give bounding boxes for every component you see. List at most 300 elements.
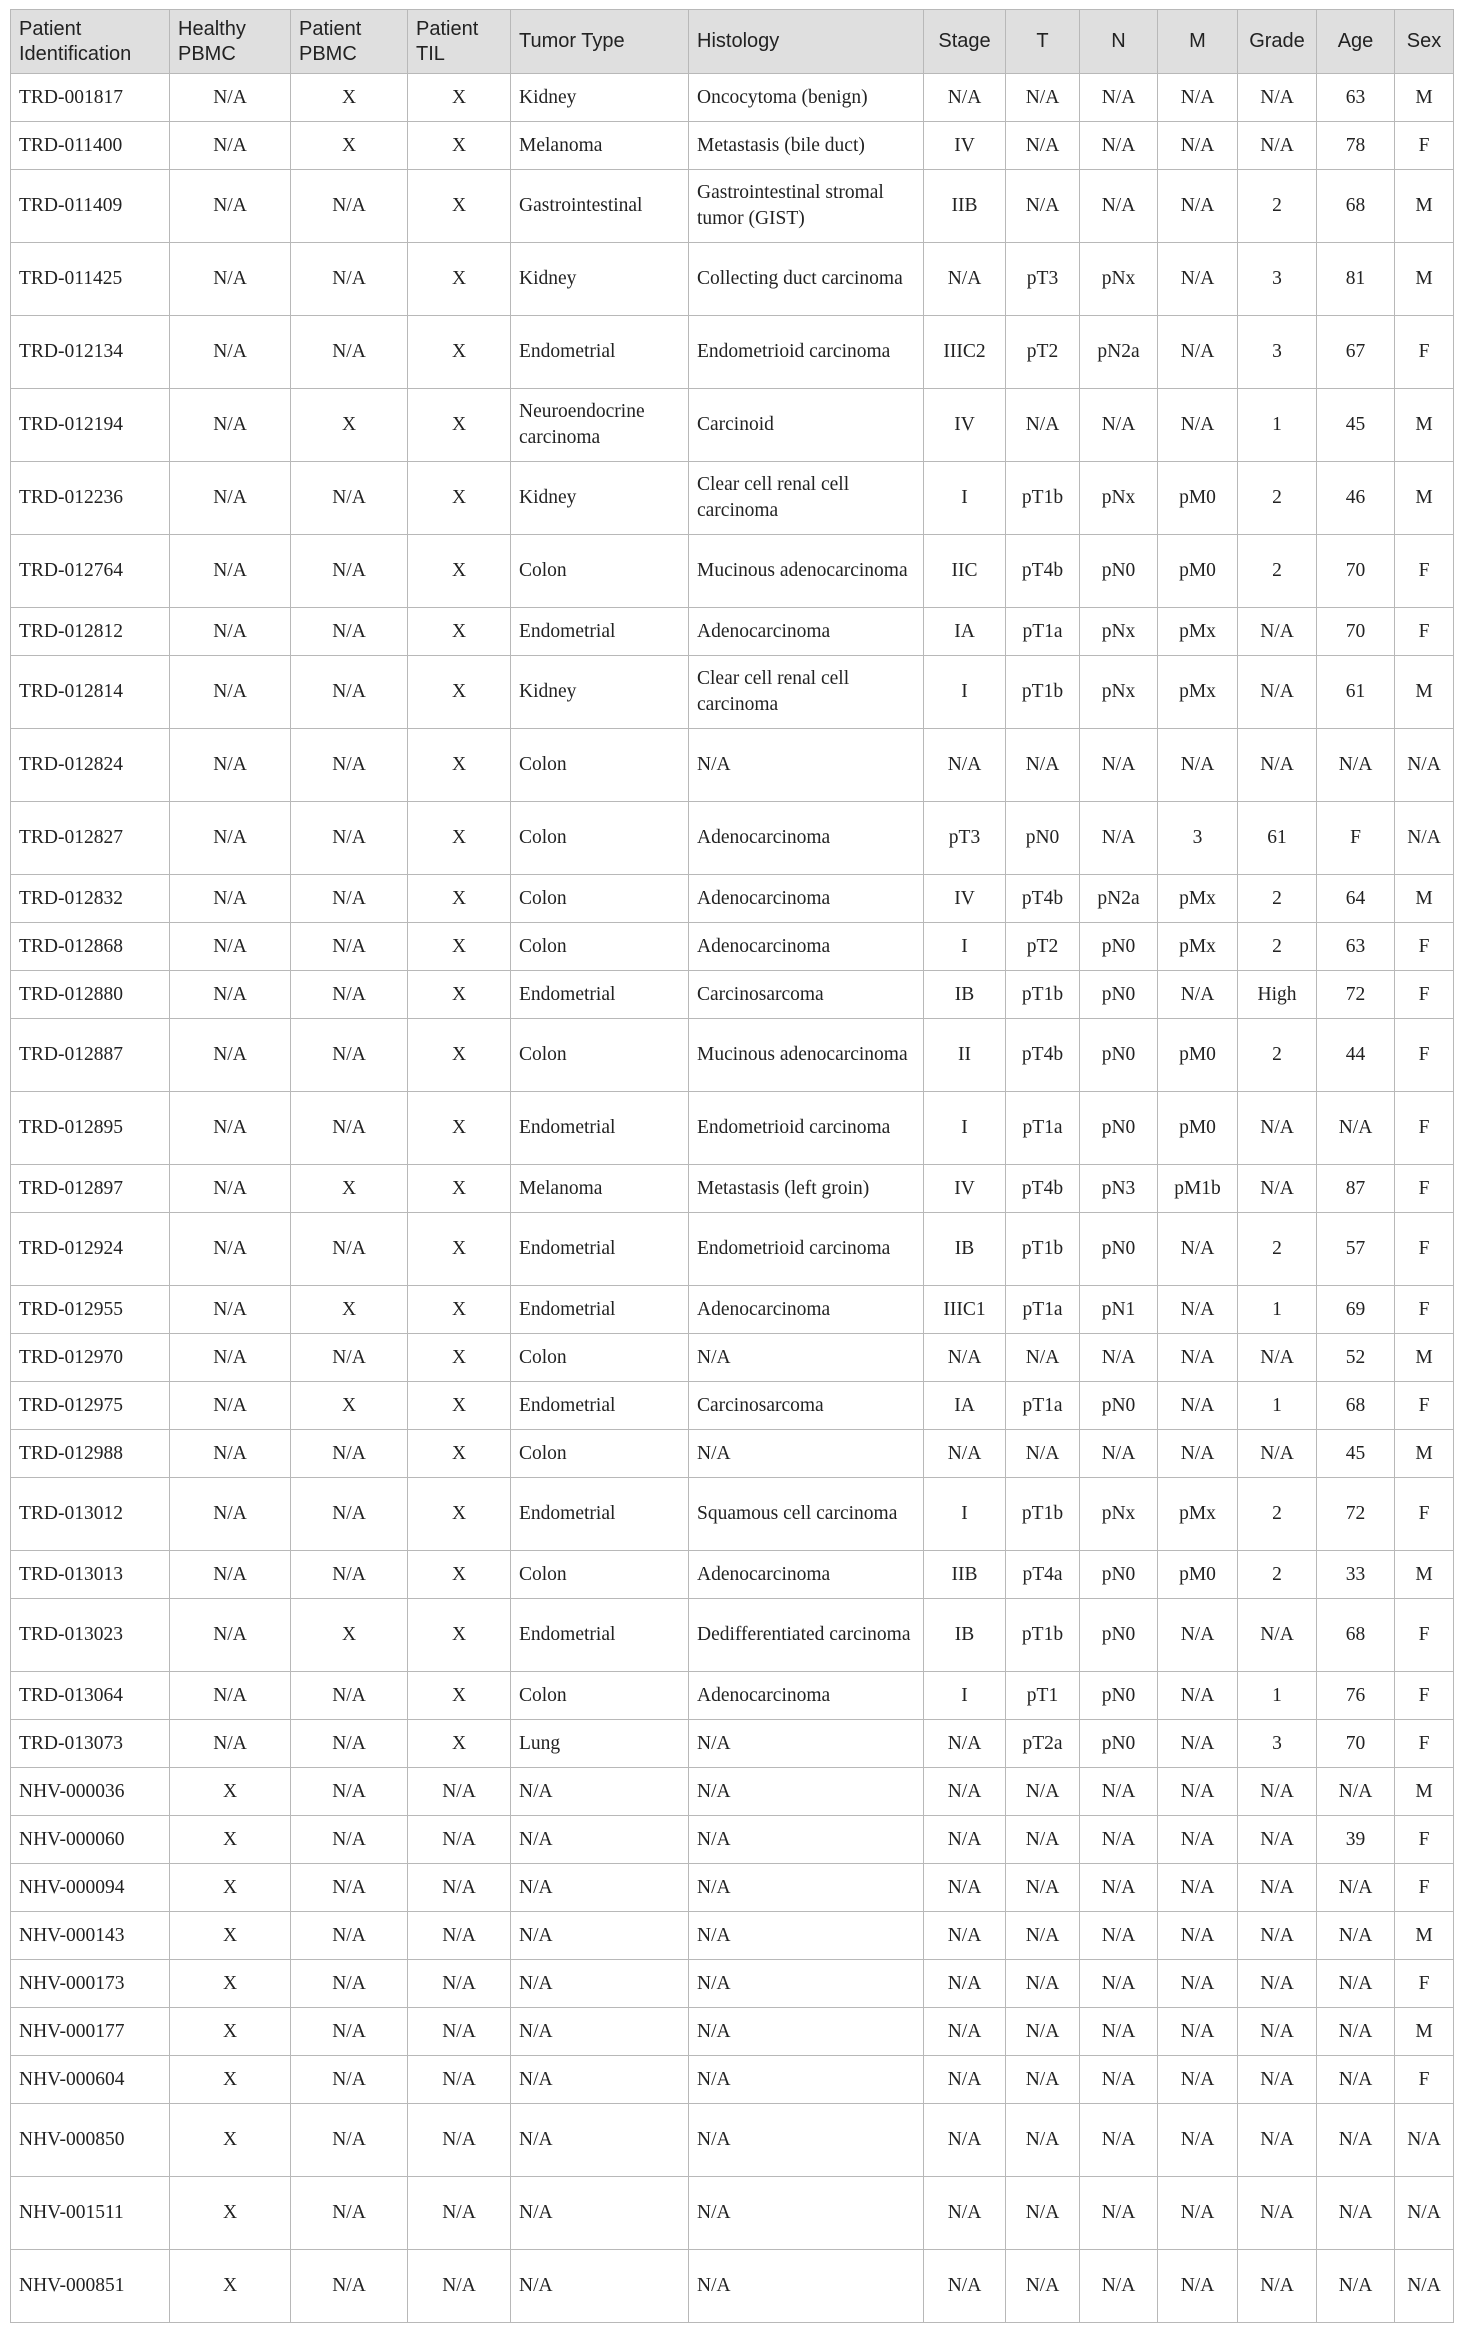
grade-cell: N/A — [1238, 1092, 1317, 1165]
healthy-pbmc-cell: N/A — [170, 1213, 291, 1286]
t-cell: pT1a — [1006, 1286, 1080, 1334]
patient-id-cell: NHV-000094 — [11, 1864, 170, 1912]
healthy-pbmc-cell: N/A — [170, 535, 291, 608]
patient-til-cell: N/A — [408, 2056, 511, 2104]
stage-cell: N/A — [924, 2250, 1006, 2323]
histology-cell: Adenocarcinoma — [689, 875, 924, 923]
m-cell: pM0 — [1158, 462, 1238, 535]
tumor-type-cell: N/A — [511, 2008, 689, 2056]
table-row — [11, 535, 1454, 608]
table-row — [11, 1768, 1454, 1816]
age-cell: 57 — [1317, 1213, 1395, 1286]
age-cell: 33 — [1317, 1551, 1395, 1599]
patient-til-cell: X — [408, 243, 511, 316]
tumor-type-cell: Colon — [511, 1430, 689, 1478]
histology-cell: Adenocarcinoma — [689, 1551, 924, 1599]
histology-cell: Adenocarcinoma — [689, 923, 924, 971]
sex-cell: F — [1395, 1672, 1454, 1720]
healthy-pbmc-cell: N/A — [170, 875, 291, 923]
patient-id-cell: NHV-000851 — [11, 2250, 170, 2323]
age-cell: N/A — [1317, 1864, 1395, 1912]
healthy-pbmc-cell: X — [170, 2056, 291, 2104]
table-row — [11, 1551, 1454, 1599]
patient-id-cell: TRD-012887 — [11, 1019, 170, 1092]
histology-cell: N/A — [689, 2250, 924, 2323]
m-cell: N/A — [1158, 74, 1238, 122]
patient-til-cell: N/A — [408, 2008, 511, 2056]
patient-til-cell: X — [408, 923, 511, 971]
grade-cell: 3 — [1238, 1720, 1317, 1768]
table-row — [11, 1213, 1454, 1286]
age-cell: 63 — [1317, 74, 1395, 122]
healthy-pbmc-cell: N/A — [170, 1551, 291, 1599]
table-row — [11, 1912, 1454, 1960]
m-cell: N/A — [1158, 389, 1238, 462]
stage-cell: N/A — [924, 1912, 1006, 1960]
patient-til-cell: N/A — [408, 1864, 511, 1912]
patient-til-cell: X — [408, 316, 511, 389]
n-cell: N/A — [1080, 2177, 1158, 2250]
t-cell: pT1a — [1006, 608, 1080, 656]
patient-id-cell: TRD-012814 — [11, 656, 170, 729]
table-row — [11, 1165, 1454, 1213]
patient-pbmc-cell: N/A — [291, 971, 408, 1019]
histology-cell: Metastasis (left groin) — [689, 1165, 924, 1213]
n-cell: N/A — [1080, 170, 1158, 243]
m-cell: N/A — [1158, 1599, 1238, 1672]
n-cell: N/A — [1080, 1912, 1158, 1960]
col-header-sex: Sex — [1395, 10, 1454, 74]
grade-cell: N/A — [1238, 74, 1317, 122]
stage-cell: IB — [924, 971, 1006, 1019]
tumor-type-cell: N/A — [511, 2177, 689, 2250]
tumor-type-cell: Kidney — [511, 656, 689, 729]
patient-id-cell: NHV-000060 — [11, 1816, 170, 1864]
grade-cell: N/A — [1238, 1864, 1317, 1912]
sex-cell: N/A — [1395, 802, 1454, 875]
tumor-type-cell: Colon — [511, 1672, 689, 1720]
grade-cell: 2 — [1238, 1019, 1317, 1092]
patient-til-cell: X — [408, 462, 511, 535]
grade-cell: N/A — [1238, 1599, 1317, 1672]
patient-til-cell: X — [408, 1551, 511, 1599]
stage-cell: N/A — [924, 1864, 1006, 1912]
healthy-pbmc-cell: N/A — [170, 170, 291, 243]
t-cell: pT2 — [1006, 316, 1080, 389]
t-cell: pT1b — [1006, 971, 1080, 1019]
m-cell: pMx — [1158, 1478, 1238, 1551]
patient-pbmc-cell: N/A — [291, 1213, 408, 1286]
histology-cell: Mucinous adenocarcinoma — [689, 1019, 924, 1092]
age-cell: 78 — [1317, 122, 1395, 170]
tumor-type-cell: Colon — [511, 535, 689, 608]
healthy-pbmc-cell: X — [170, 1816, 291, 1864]
m-cell: N/A — [1158, 1286, 1238, 1334]
n-cell: pN0 — [1080, 535, 1158, 608]
table-row — [11, 389, 1454, 462]
n-cell: N/A — [1080, 1430, 1158, 1478]
histology-cell: Carcinosarcoma — [689, 971, 924, 1019]
histology-cell: Metastasis (bile duct) — [689, 122, 924, 170]
age-cell: N/A — [1317, 2056, 1395, 2104]
grade-cell: N/A — [1238, 729, 1317, 802]
grade-cell: N/A — [1238, 1430, 1317, 1478]
tumor-type-cell: N/A — [511, 1960, 689, 2008]
stage-cell: IIIC1 — [924, 1286, 1006, 1334]
t-cell: N/A — [1006, 170, 1080, 243]
tumor-type-cell: Colon — [511, 802, 689, 875]
grade-cell: N/A — [1238, 1768, 1317, 1816]
patient-pbmc-cell: N/A — [291, 243, 408, 316]
patient-id-cell: TRD-012895 — [11, 1092, 170, 1165]
age-cell: 45 — [1317, 1430, 1395, 1478]
healthy-pbmc-cell: N/A — [170, 389, 291, 462]
table-row — [11, 2250, 1454, 2323]
table-row — [11, 170, 1454, 243]
healthy-pbmc-cell: X — [170, 1960, 291, 2008]
histology-cell: Carcinoid — [689, 389, 924, 462]
stage-cell: IV — [924, 1165, 1006, 1213]
table-row — [11, 1599, 1454, 1672]
patient-id-cell: TRD-013013 — [11, 1551, 170, 1599]
patient-til-cell: N/A — [408, 2104, 511, 2177]
patient-til-cell: X — [408, 122, 511, 170]
tumor-type-cell: Gastrointestinal — [511, 170, 689, 243]
m-cell: pM0 — [1158, 535, 1238, 608]
patient-pbmc-cell: X — [291, 1286, 408, 1334]
histology-cell: N/A — [689, 1720, 924, 1768]
histology-cell: Mucinous adenocarcinoma — [689, 535, 924, 608]
histology-cell: Oncocytoma (benign) — [689, 74, 924, 122]
t-cell: N/A — [1006, 1768, 1080, 1816]
n-cell: N/A — [1080, 1960, 1158, 2008]
age-cell: 81 — [1317, 243, 1395, 316]
m-cell: N/A — [1158, 2056, 1238, 2104]
histology-cell: N/A — [689, 1816, 924, 1864]
patient-id-cell: TRD-011425 — [11, 243, 170, 316]
table-row — [11, 462, 1454, 535]
t-cell: pT4b — [1006, 875, 1080, 923]
patient-pbmc-cell: N/A — [291, 2104, 408, 2177]
age-cell: 39 — [1317, 1816, 1395, 1864]
t-cell: N/A — [1006, 2056, 1080, 2104]
histology-cell: N/A — [689, 2104, 924, 2177]
sex-cell: M — [1395, 656, 1454, 729]
stage-cell: IA — [924, 608, 1006, 656]
tumor-type-cell: Colon — [511, 1019, 689, 1092]
age-cell: 46 — [1317, 462, 1395, 535]
m-cell: pMx — [1158, 608, 1238, 656]
patient-id-cell: TRD-012868 — [11, 923, 170, 971]
histology-cell: Squamous cell carcinoma — [689, 1478, 924, 1551]
sex-cell: F — [1395, 1092, 1454, 1165]
patient-pbmc-cell: X — [291, 1165, 408, 1213]
grade-cell: N/A — [1238, 1912, 1317, 1960]
patient-til-cell: X — [408, 74, 511, 122]
sex-cell: F — [1395, 1720, 1454, 1768]
patient-id-cell: NHV-000850 — [11, 2104, 170, 2177]
histology-cell: Adenocarcinoma — [689, 608, 924, 656]
t-cell: pT1a — [1006, 1382, 1080, 1430]
patient-pbmc-cell: N/A — [291, 1720, 408, 1768]
grade-cell: N/A — [1238, 2250, 1317, 2323]
patient-pbmc-cell: N/A — [291, 875, 408, 923]
table-row — [11, 243, 1454, 316]
tumor-type-cell: Endometrial — [511, 1286, 689, 1334]
stage-cell: IA — [924, 1382, 1006, 1430]
patient-til-cell: N/A — [408, 2177, 511, 2250]
n-cell: N/A — [1080, 2250, 1158, 2323]
grade-cell: 2 — [1238, 875, 1317, 923]
grade-cell: 3 — [1238, 243, 1317, 316]
healthy-pbmc-cell: X — [170, 2177, 291, 2250]
grade-cell: 1 — [1238, 389, 1317, 462]
stage-cell: I — [924, 1672, 1006, 1720]
n-cell: N/A — [1080, 122, 1158, 170]
grade-cell: N/A — [1238, 656, 1317, 729]
patient-til-cell: X — [408, 608, 511, 656]
histology-cell: Clear cell renal cell carcinoma — [689, 656, 924, 729]
sex-cell: F — [1395, 1213, 1454, 1286]
m-cell: N/A — [1158, 1720, 1238, 1768]
patient-pbmc-cell: N/A — [291, 1019, 408, 1092]
tumor-type-cell: Endometrial — [511, 971, 689, 1019]
n-cell: pN0 — [1080, 1382, 1158, 1430]
healthy-pbmc-cell: N/A — [170, 1382, 291, 1430]
patient-pbmc-cell: X — [291, 74, 408, 122]
sex-cell: F — [1395, 316, 1454, 389]
patient-id-cell: TRD-012924 — [11, 1213, 170, 1286]
sex-cell: F — [1395, 1816, 1454, 1864]
stage-cell: IB — [924, 1213, 1006, 1286]
m-cell: N/A — [1158, 1334, 1238, 1382]
grade-cell: N/A — [1238, 2008, 1317, 2056]
col-header-age: Age — [1317, 10, 1395, 74]
patient-id-cell: TRD-012975 — [11, 1382, 170, 1430]
t-cell: pT1b — [1006, 1478, 1080, 1551]
n-cell: pN0 — [1080, 1720, 1158, 1768]
sex-cell: M — [1395, 1768, 1454, 1816]
m-cell: N/A — [1158, 1960, 1238, 2008]
header-row — [11, 10, 1454, 74]
m-cell: N/A — [1158, 1213, 1238, 1286]
age-cell: 44 — [1317, 1019, 1395, 1092]
n-cell: N/A — [1080, 1816, 1158, 1864]
m-cell: N/A — [1158, 729, 1238, 802]
table-row — [11, 608, 1454, 656]
tumor-type-cell: Colon — [511, 729, 689, 802]
n-cell: pN0 — [1080, 1092, 1158, 1165]
sex-cell: F — [1395, 1382, 1454, 1430]
tumor-type-cell: Kidney — [511, 462, 689, 535]
healthy-pbmc-cell: N/A — [170, 802, 291, 875]
sex-cell: M — [1395, 1334, 1454, 1382]
stage-cell: N/A — [924, 1334, 1006, 1382]
grade-cell: 2 — [1238, 462, 1317, 535]
n-cell: pN0 — [1080, 1019, 1158, 1092]
stage-cell: N/A — [924, 729, 1006, 802]
col-header-grade: Grade — [1238, 10, 1317, 74]
patient-pbmc-cell: N/A — [291, 1334, 408, 1382]
n-cell: pN0 — [1080, 971, 1158, 1019]
stage-cell: N/A — [924, 1768, 1006, 1816]
stage-cell: N/A — [924, 2056, 1006, 2104]
tumor-type-cell: Melanoma — [511, 1165, 689, 1213]
t-cell: N/A — [1006, 2008, 1080, 2056]
n-cell: N/A — [1080, 802, 1158, 875]
patient-id-cell: TRD-013064 — [11, 1672, 170, 1720]
stage-cell: IV — [924, 875, 1006, 923]
patient-table — [10, 9, 1454, 2323]
tumor-type-cell: Kidney — [511, 74, 689, 122]
age-cell: N/A — [1317, 1960, 1395, 2008]
age-cell: 52 — [1317, 1334, 1395, 1382]
patient-pbmc-cell: N/A — [291, 2177, 408, 2250]
stage-cell: IIC — [924, 535, 1006, 608]
histology-cell: Clear cell renal cell carcinoma — [689, 462, 924, 535]
stage-cell: I — [924, 656, 1006, 729]
tumor-type-cell: Colon — [511, 1334, 689, 1382]
patient-pbmc-cell: N/A — [291, 729, 408, 802]
patient-til-cell: X — [408, 875, 511, 923]
patient-id-cell: TRD-012832 — [11, 875, 170, 923]
patient-til-cell: X — [408, 535, 511, 608]
histology-cell: Adenocarcinoma — [689, 1672, 924, 1720]
grade-cell: 2 — [1238, 1551, 1317, 1599]
n-cell: N/A — [1080, 1334, 1158, 1382]
t-cell: N/A — [1006, 122, 1080, 170]
patient-pbmc-cell: N/A — [291, 1430, 408, 1478]
n-cell: N/A — [1080, 1768, 1158, 1816]
tumor-type-cell: Endometrial — [511, 316, 689, 389]
patient-id-cell: TRD-011400 — [11, 122, 170, 170]
age-cell: 67 — [1317, 316, 1395, 389]
n-cell: pN0 — [1080, 1213, 1158, 1286]
m-cell: pM0 — [1158, 1551, 1238, 1599]
stage-cell: IIIC2 — [924, 316, 1006, 389]
m-cell: N/A — [1158, 1816, 1238, 1864]
stage-cell: IV — [924, 122, 1006, 170]
age-cell: F — [1317, 802, 1395, 875]
patient-id-cell: NHV-000036 — [11, 1768, 170, 1816]
patient-id-cell: TRD-012827 — [11, 802, 170, 875]
histology-cell: Endometrioid carcinoma — [689, 316, 924, 389]
col-header-tumor-type: Tumor Type — [511, 10, 689, 74]
healthy-pbmc-cell: N/A — [170, 1672, 291, 1720]
patient-id-cell: TRD-012236 — [11, 462, 170, 535]
tumor-type-cell: Endometrial — [511, 1382, 689, 1430]
stage-cell: N/A — [924, 2104, 1006, 2177]
patient-pbmc-cell: N/A — [291, 1912, 408, 1960]
patient-id-cell: TRD-011409 — [11, 170, 170, 243]
table-row — [11, 122, 1454, 170]
patient-id-cell: NHV-000177 — [11, 2008, 170, 2056]
age-cell: 45 — [1317, 389, 1395, 462]
patient-id-cell: TRD-012824 — [11, 729, 170, 802]
healthy-pbmc-cell: N/A — [170, 1019, 291, 1092]
t-cell: N/A — [1006, 1912, 1080, 1960]
m-cell: N/A — [1158, 2008, 1238, 2056]
patient-pbmc-cell: N/A — [291, 462, 408, 535]
col-header-patient-pbmc: Patient PBMC — [291, 10, 408, 74]
tumor-type-cell: N/A — [511, 2056, 689, 2104]
n-cell: N/A — [1080, 74, 1158, 122]
histology-cell: N/A — [689, 1912, 924, 1960]
m-cell: N/A — [1158, 1864, 1238, 1912]
patient-pbmc-cell: N/A — [291, 2056, 408, 2104]
sex-cell: M — [1395, 1430, 1454, 1478]
m-cell: N/A — [1158, 1768, 1238, 1816]
t-cell: pT1b — [1006, 1599, 1080, 1672]
histology-cell: N/A — [689, 1768, 924, 1816]
sex-cell: M — [1395, 243, 1454, 316]
stage-cell: N/A — [924, 1430, 1006, 1478]
patient-id-cell: TRD-012970 — [11, 1334, 170, 1382]
tumor-type-cell: Endometrial — [511, 1599, 689, 1672]
healthy-pbmc-cell: N/A — [170, 74, 291, 122]
patient-til-cell: X — [408, 1599, 511, 1672]
histology-cell: N/A — [689, 2056, 924, 2104]
patient-pbmc-cell: N/A — [291, 1864, 408, 1912]
histology-cell: N/A — [689, 1864, 924, 1912]
m-cell: N/A — [1158, 316, 1238, 389]
patient-pbmc-cell: N/A — [291, 2008, 408, 2056]
healthy-pbmc-cell: N/A — [170, 1720, 291, 1768]
age-cell: N/A — [1317, 2177, 1395, 2250]
tumor-type-cell: N/A — [511, 1816, 689, 1864]
histology-cell: Adenocarcinoma — [689, 1286, 924, 1334]
grade-cell: N/A — [1238, 608, 1317, 656]
t-cell: pT1b — [1006, 1213, 1080, 1286]
t-cell: pT4b — [1006, 1165, 1080, 1213]
sex-cell: N/A — [1395, 2250, 1454, 2323]
healthy-pbmc-cell: X — [170, 1864, 291, 1912]
n-cell: pNx — [1080, 462, 1158, 535]
patient-pbmc-cell: X — [291, 1599, 408, 1672]
age-cell: 64 — [1317, 875, 1395, 923]
table-row — [11, 1092, 1454, 1165]
m-cell: N/A — [1158, 243, 1238, 316]
age-cell: 61 — [1317, 656, 1395, 729]
healthy-pbmc-cell: N/A — [170, 971, 291, 1019]
n-cell: pN0 — [1080, 1551, 1158, 1599]
stage-cell: I — [924, 923, 1006, 971]
age-cell: N/A — [1317, 1092, 1395, 1165]
table-row — [11, 2177, 1454, 2250]
n-cell: N/A — [1080, 729, 1158, 802]
patient-til-cell: X — [408, 802, 511, 875]
tumor-type-cell: Neuroendocrine carcinoma — [511, 389, 689, 462]
healthy-pbmc-cell: N/A — [170, 729, 291, 802]
t-cell: N/A — [1006, 1334, 1080, 1382]
healthy-pbmc-cell: X — [170, 2008, 291, 2056]
age-cell: N/A — [1317, 1912, 1395, 1960]
col-header-patient-til: Patient TIL — [408, 10, 511, 74]
stage-cell: N/A — [924, 243, 1006, 316]
healthy-pbmc-cell: N/A — [170, 1430, 291, 1478]
healthy-pbmc-cell: N/A — [170, 122, 291, 170]
sex-cell: M — [1395, 1551, 1454, 1599]
tumor-type-cell: Kidney — [511, 243, 689, 316]
t-cell: pT1 — [1006, 1672, 1080, 1720]
m-cell: pM1b — [1158, 1165, 1238, 1213]
table-row — [11, 1720, 1454, 1768]
sex-cell: F — [1395, 971, 1454, 1019]
patient-pbmc-cell: X — [291, 1382, 408, 1430]
patient-pbmc-cell: N/A — [291, 1816, 408, 1864]
patient-id-cell: TRD-012955 — [11, 1286, 170, 1334]
stage-cell: N/A — [924, 1720, 1006, 1768]
